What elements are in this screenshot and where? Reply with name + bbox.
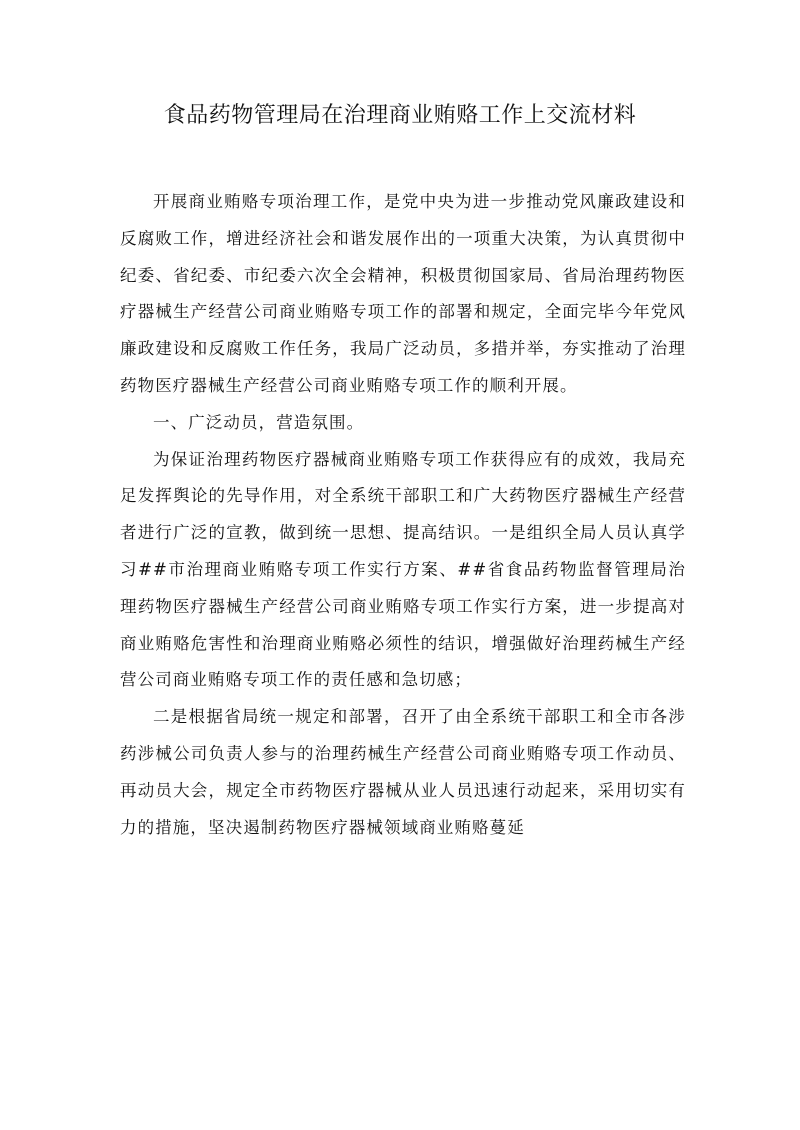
paragraph-section-1: 为保证治理药物医疗器械商业贿赂专项工作获得应有的成效，我局充足发挥舆论的先导作用，对全系统干部职工和广大药物医疗器械生产经营者进行广泛的宣教，做到统一思想、提高结识。一是组织全局人员认真学习##市治理商业贿赂专项工作实行方案、##省食品药物监督管理局治理药物医疗器械生产经营公司商业贿赂专项工作实行方案，进一步提高对商业贿赂危害性和治理商业贿赂必须性的结识，增强做好治理药械生产经营公司商业贿赂专项工作的责任感和急切感；	[120, 449, 686, 690]
paragraph-intro: 开展商业贿赂专项治理工作，是党中央为进一步推动党风廉政建设和反腐败工作，增进经济社会和谐发展作出的一项重大决策，为认真贯彻中纪委、省纪委、市纪委六次全会精神，积极贯彻国家局、省局治理药物医疗器械生产经营公司商业贿赂专项工作的部署和规定，全面完毕今年党风廉政建设和反腐败工作任务，我局广泛动员，多措并举，夯实推动了治理药物医疗器械生产经营公司商业贿赂专项工作的顺利开展。	[120, 192, 686, 395]
paragraph-section-1-point-2: 二是根据省局统一规定和部署，召开了由全系统干部职工和全市各涉药涉械公司负责人参与的治理药械生产经营公司商业贿赂专项工作动员、再动员大会，规定全市药物医疗器械从业人员迅速行动起来，采用切实有力的措施，坚决遏制药物医疗器械领域商业贿赂蔓延	[120, 707, 686, 837]
section-heading-1: 一、广泛动员，营造氛围。	[153, 412, 365, 432]
document-title: 食品药物管理局在治理商业贿赂工作上交流材料	[163, 103, 637, 128]
document-body	[120, 184, 686, 846]
